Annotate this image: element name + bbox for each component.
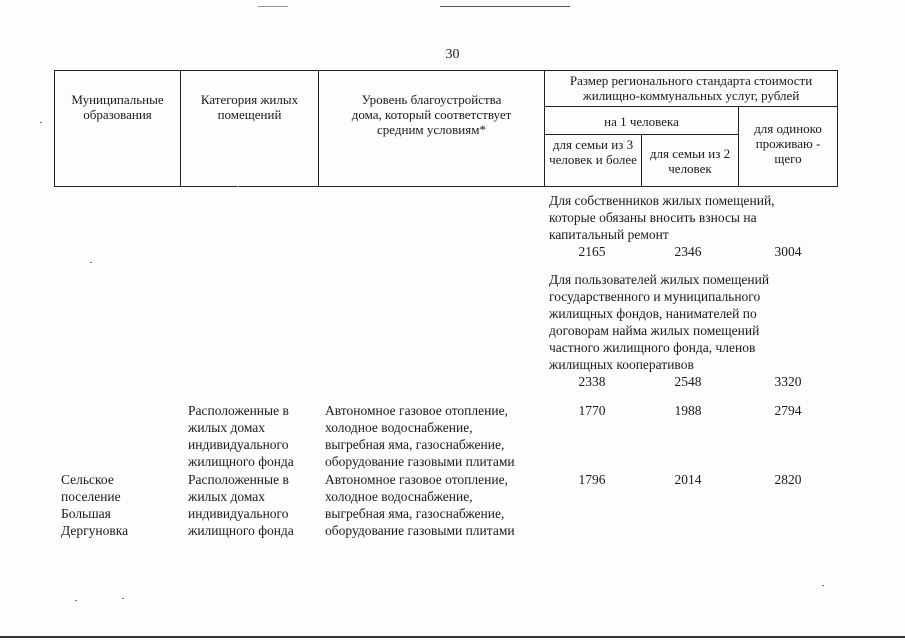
row1-category-line-1: Расположенные в xyxy=(188,403,289,418)
row1-level-line-2: холодное водоснабжение, xyxy=(325,420,473,435)
row2-category-line-3: индивидуального xyxy=(188,506,289,521)
row2-level-line-1: Автономное газовое отопление, xyxy=(325,472,508,487)
row1-level-line-3: выгребная яма, газоснабжение, xyxy=(325,437,505,452)
owners-title-line-2: которые обязаны вносить взносы на xyxy=(549,210,757,225)
row2-category-line-2: жилых домах xyxy=(188,489,266,504)
scan-speck xyxy=(75,600,77,601)
tenants-title-line-1: Для пользователей жилых помещений xyxy=(549,272,770,287)
owners-value-family3: 2165 xyxy=(578,244,606,259)
row2-level-line-4: оборудование газовыми плитами xyxy=(325,523,515,538)
header-level: Уровень благоустройства дома, который соответствует средним условиям* xyxy=(319,71,545,187)
row1-value-family3: 1770 xyxy=(578,403,606,418)
owners-title-line-3: капитальный ремонт xyxy=(549,227,669,242)
tenants-title-line-6: жилищных кооперативов xyxy=(549,357,694,372)
row2-level-line-2: холодное водоснабжение, xyxy=(325,489,473,504)
row2-category-line-4: жилищного фонда xyxy=(188,523,294,538)
scan-speck xyxy=(40,122,42,123)
scan-speck xyxy=(237,186,239,187)
tenants-value-family2: 2548 xyxy=(674,374,702,389)
header-standard: Размер регионального стандарта стоимости жилищно-коммунальных услуг, рублей xyxy=(545,71,838,107)
tenants-title-line-2: государственного и муниципального xyxy=(549,289,761,304)
row2-value-family2: 2014 xyxy=(674,472,702,487)
tenants-value-family3: 2338 xyxy=(578,374,606,389)
scan-artifact-bottom xyxy=(0,636,905,638)
scan-speck xyxy=(122,598,124,599)
row1-level-line-1: Автономное газовое отопление, xyxy=(325,403,508,418)
header-table xyxy=(54,70,838,187)
tenants-title-line-3: жилищных фондов, нанимателей по xyxy=(549,306,757,321)
tenants-title-line-5: частного жилищного фонда, членов xyxy=(549,340,756,355)
municipality-line-3: Большая xyxy=(61,506,111,521)
row1-category-line-3: индивидуального xyxy=(188,437,289,452)
tenants-title-line-4: договорам найма жилых помещений xyxy=(549,323,760,338)
row1-category-line-4: жилищного фонда xyxy=(188,454,294,469)
header-family3: для семьи из 3 человек и более xyxy=(545,135,642,187)
header-per-person: на 1 человека xyxy=(545,107,739,135)
header-category: Категория жилых помещений xyxy=(181,71,319,187)
header-single: для одиноко проживаю - щего xyxy=(739,107,838,187)
row1-value-single: 2794 xyxy=(774,403,802,418)
scan-speck xyxy=(90,262,92,263)
municipality-line-1: Сельское xyxy=(61,472,114,487)
owners-value-single: 3004 xyxy=(774,244,802,259)
row2-value-family3: 1796 xyxy=(578,472,606,487)
row1-category-line-2: жилых домах xyxy=(188,420,266,435)
row1-level-line-4: оборудование газовыми плитами xyxy=(325,454,515,469)
row2-category-line-1: Расположенные в xyxy=(188,472,289,487)
municipality-line-2: поселение xyxy=(61,489,121,504)
owners-value-family2: 2346 xyxy=(674,244,702,259)
scan-artifact-top xyxy=(440,6,570,7)
scan-speck xyxy=(822,585,824,586)
page-number: 30 xyxy=(445,47,460,62)
row1-value-family2: 1988 xyxy=(674,403,702,418)
row2-level-line-3: выгребная яма, газоснабжение, xyxy=(325,506,505,521)
owners-title-line-1: Для собственников жилых помещений, xyxy=(549,193,775,208)
tenants-value-single: 3320 xyxy=(774,374,802,389)
scan-artifact-top-dash xyxy=(258,6,288,7)
header-municipality: Муниципальные образования xyxy=(55,71,181,187)
row2-value-single: 2820 xyxy=(774,472,802,487)
municipality-line-4: Дергуновка xyxy=(61,523,129,538)
header-family2: для семьи из 2 человек xyxy=(642,135,739,187)
